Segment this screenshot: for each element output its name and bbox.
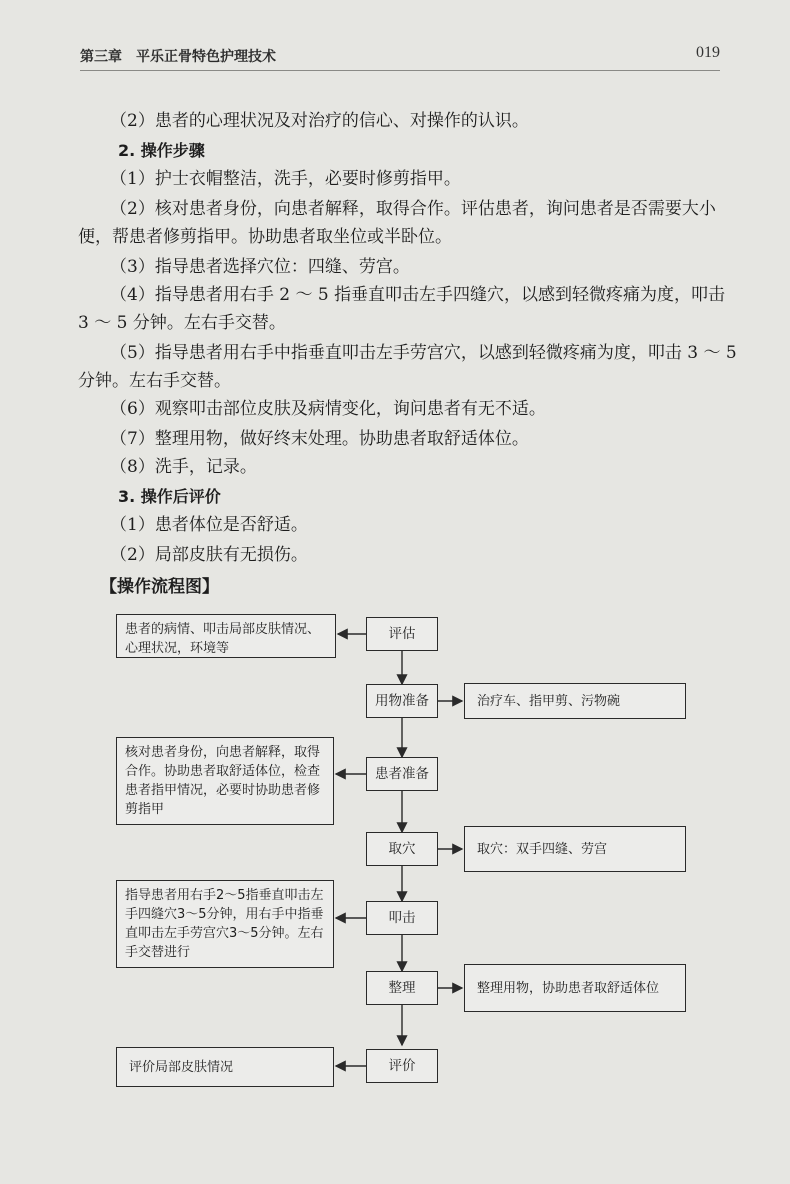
- step-item-2-line-1: （2）核对患者身份，向患者解释，取得合作。评估患者，询问患者是否需要大小: [110, 199, 716, 219]
- flow-note-supplies-text: 治疗车、指甲剪、污物碗: [477, 693, 621, 709]
- chapter-title: 第三章 平乐正骨特色护理技术: [80, 49, 276, 65]
- flow-step-patient: 患者准备: [366, 757, 438, 791]
- flow-note-patient-line: 剪指甲: [125, 802, 165, 817]
- flow-note-patient-line: 合作。协助患者取舒适体位，检查: [125, 764, 321, 779]
- flow-note-tidy-text: 整理用物，协助患者取舒适体位: [477, 980, 660, 996]
- flow-note-tap-line: 指导患者用右手2～5指垂直叩击左: [125, 888, 324, 903]
- step-item-4-line-2: 3 ～ 5 分钟。左右手交替。: [78, 313, 286, 333]
- flow-note-tap-line: 直叩击左手劳宫穴3～5分钟。左右: [125, 926, 324, 941]
- flow-note-tap: [116, 880, 334, 968]
- flow-step-assess: 评估: [366, 617, 438, 651]
- flow-note-assess-line: 患者的病情、叩击局部皮肤情况、: [125, 622, 321, 637]
- eval-item-1: （1）患者体位是否舒适。: [110, 515, 308, 535]
- flow-step-tidy: 整理: [366, 971, 438, 1005]
- flow-note-eval: [116, 1047, 334, 1087]
- step-item-2-line-2: 便，帮患者修剪指甲。协助患者取坐位或半卧位。: [78, 227, 452, 247]
- flow-step-points: 取穴: [366, 832, 438, 866]
- flow-note-points-text: 取穴：双手四缝、劳宫: [477, 841, 608, 857]
- step-item-1: （1）护士衣帽整洁，洗手，必要时修剪指甲。: [110, 169, 461, 189]
- flow-step-eval: 评价: [366, 1049, 438, 1083]
- flow-note-patient-line: 患者指甲情况，必要时协助患者修: [125, 783, 321, 798]
- step-item-6: （6）观察叩击部位皮肤及病情变化，询问患者有无不适。: [110, 399, 546, 419]
- flow-note-tap-line: 手交替进行: [125, 945, 191, 960]
- flow-note-supplies: [464, 683, 686, 719]
- flow-note-patient: [116, 737, 334, 825]
- flow-note-points: [464, 826, 686, 872]
- step-item-4-line-1: （4）指导患者用右手 2 ～ 5 指垂直叩击左手四缝穴，以感到轻微疼痛为度，叩击: [110, 285, 726, 305]
- flow-note-eval-text: 评价局部皮肤情况: [129, 1059, 234, 1075]
- flowchart-title: 【操作流程图】: [100, 577, 219, 597]
- flow-note-assess: [116, 614, 336, 658]
- flow-step-tap: 叩击: [366, 901, 438, 935]
- flow-note-assess-line: 心理状况，环境等: [125, 641, 230, 656]
- flow-note-patient-line: 核对患者身份，向患者解释，取得: [125, 745, 321, 760]
- step-item-5-line-2: 分钟。左右手交替。: [78, 371, 231, 391]
- page-number: 019: [696, 44, 720, 61]
- flow-step-supplies: 用物准备: [366, 684, 438, 718]
- flow-note-tidy: [464, 964, 686, 1012]
- section-heading-evaluation: 3. 操作后评价: [118, 487, 221, 506]
- step-item-8: （8）洗手，记录。: [110, 457, 257, 477]
- flow-note-tap-line: 手四缝穴3～5分钟，用右手中指垂: [125, 907, 324, 922]
- step-item-3: （3）指导患者选择穴位：四缝、劳宫。: [110, 257, 410, 277]
- step-item-5-line-1: （5）指导患者用右手中指垂直叩击左手劳宫穴，以感到轻微疼痛为度，叩击 3 ～ 5: [110, 343, 737, 363]
- section-heading-steps: 2. 操作步骤: [118, 141, 205, 160]
- eval-item-2: （2）局部皮肤有无损伤。: [110, 545, 308, 565]
- assess-item-2: （2）患者的心理状况及对治疗的信心、对操作的认识。: [110, 111, 529, 131]
- step-item-7: （7）整理用物，做好终末处理。协助患者取舒适体位。: [110, 429, 529, 449]
